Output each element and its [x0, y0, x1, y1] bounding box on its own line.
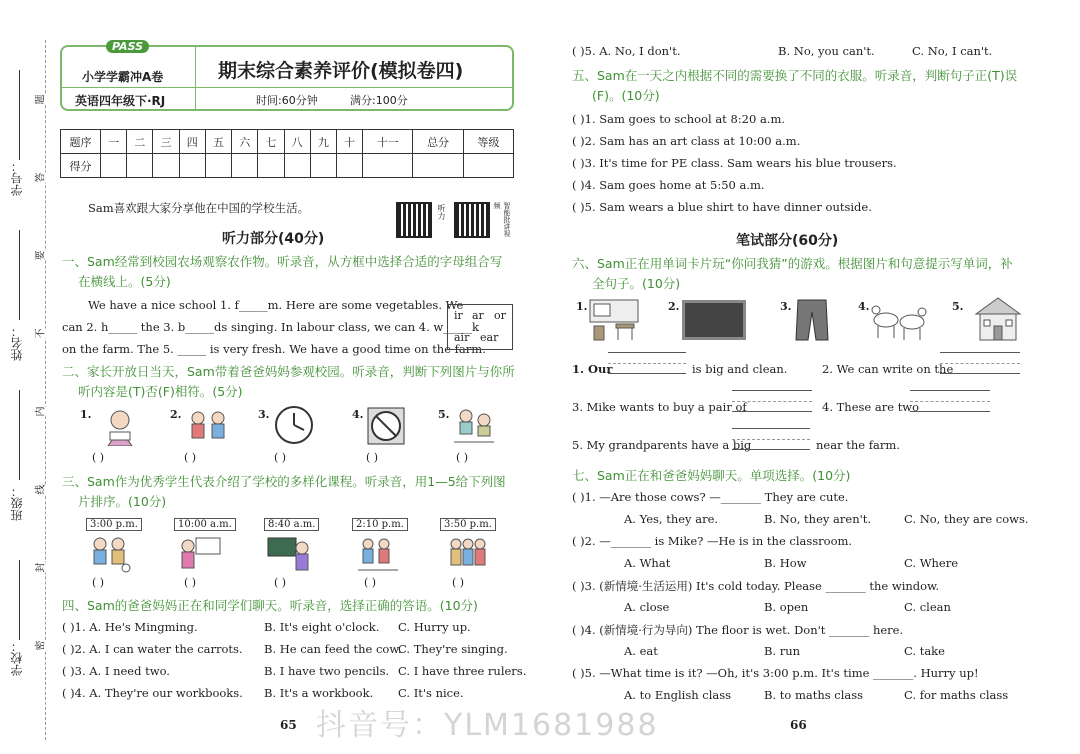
school-label: 学校： [10, 640, 24, 676]
s7-option-b-4[interactable]: B. run [764, 644, 801, 658]
s5-item-3: ( )3. It's time for PE class. Sam wears his blue trousers. [572, 156, 897, 170]
table-header-cell: 十一 [363, 130, 413, 154]
table-header-cell: 八 [284, 130, 310, 154]
letter-option: ar [472, 309, 484, 322]
score-cell[interactable] [127, 154, 153, 178]
score-cell[interactable] [258, 154, 284, 178]
s7-option-c-1[interactable]: C. No, they are cows. [904, 512, 1029, 526]
time-label: 8:40 a.m. [264, 518, 319, 531]
s2-num-1: 1. [80, 408, 92, 421]
margin-mark: 不 [32, 329, 47, 339]
s7-option-a-2[interactable]: A. What [624, 556, 671, 570]
margin-mark: 答 [32, 173, 47, 183]
s7-option-a-3[interactable]: A. close [624, 600, 670, 614]
section7-title: 七、Sam正在和爸爸妈妈聊天。单项选择。(10分) [572, 468, 851, 483]
s3-answer-4[interactable]: ( ) [364, 576, 377, 589]
section3-title-cont: 片排序。(10分) [78, 494, 167, 509]
classroom-picture [588, 298, 640, 338]
exam-full-score: 满分:100分 [350, 94, 408, 107]
score-cell[interactable] [363, 154, 413, 178]
s6-answer-5[interactable] [732, 428, 810, 450]
pass-badge: PASS [106, 40, 149, 53]
qr-label-video: 智能批讲视频 [493, 202, 511, 237]
table-header-cell: 七 [258, 130, 284, 154]
margin-mark: 题 [32, 95, 47, 105]
time-label: 10:00 a.m. [174, 518, 236, 531]
table-header-cell: 二 [127, 130, 153, 154]
section2-title: 二、家长开放日当天，Sam带着爸爸妈妈参观校园。听录音，判断下列图片与你所 [62, 364, 515, 379]
trousers-picture [790, 298, 834, 338]
section1-passage-line1: We have a nice school 1. f_____m. Here are some vegetables. We [88, 298, 464, 312]
margin-mark: 线 [32, 485, 47, 495]
table-header-cell: 六 [232, 130, 258, 154]
s5-item-1: ( )1. Sam goes to school at 8:20 a.m. [572, 112, 786, 126]
s6-num-1: 1. [576, 300, 588, 313]
class-label: 班级： [10, 485, 24, 521]
table-header-cell: 四 [179, 130, 205, 154]
name-line [19, 230, 20, 320]
letter-option: ear [480, 331, 499, 344]
s2-num-3: 3. [258, 408, 270, 421]
margin-mark: 要 [32, 251, 47, 261]
brand-label: 小学学霸冲A卷 [82, 70, 164, 84]
score-table [60, 129, 514, 178]
math-class-picture [178, 534, 222, 574]
table-header-cell: 五 [205, 130, 231, 154]
section2-title-cont: 听内容是(T)否(F)相符。(5分) [78, 384, 243, 399]
s7-question-4: ( )4. (新情境·行为导向) The floor is wet. Don't _______ here. [572, 623, 904, 637]
score-cell[interactable] [153, 154, 179, 178]
school-line [19, 560, 20, 640]
margin-mark: 封 [32, 563, 47, 573]
page-number-right: 66 [790, 718, 807, 732]
s6-num-2: 2. [668, 300, 680, 313]
name-label: 姓名： [10, 325, 24, 361]
table-header-cell: 一 [101, 130, 127, 154]
exam-time: 时间:60分钟 [256, 94, 318, 107]
exam-title: 期末综合素养评价(模拟卷四) [218, 60, 464, 82]
table-header-cell: 九 [310, 130, 336, 154]
section1-passage-line3: on the farm. The 5. _____ is very fresh. We have a good time on the farm. [62, 342, 486, 356]
section3-title: 三、Sam作为优秀学生代表介绍了学校的多样化课程。听录音，用1—5给下列图 [62, 474, 506, 489]
s5-item-5: ( )5. Sam wears a blue shirt to have dinner outside. [572, 200, 872, 214]
time-label: 2:10 p.m. [352, 518, 408, 531]
s6-num-3: 3. [780, 300, 792, 313]
s7-option-c-2[interactable]: C. Where [904, 556, 959, 570]
s6-answer-2[interactable] [940, 352, 1020, 374]
subject-label: 英语四年级下·RJ [75, 94, 166, 108]
s7-option-c-3[interactable]: C. clean [904, 600, 951, 614]
table-header-cell: 题序 [61, 130, 101, 154]
s6-q1-prefix: 1. Our [572, 362, 613, 376]
score-cell[interactable] [205, 154, 231, 178]
letter-option: ir [454, 309, 463, 322]
s6-q1-suffix: is big and clean. [692, 362, 788, 376]
s4-question-4: ( )4. A. They're our workbooks. [62, 686, 243, 700]
letter-option: air [454, 331, 470, 344]
s3-answer-5[interactable]: ( ) [452, 576, 465, 589]
section5-title-cont: (F)。(10分) [592, 88, 660, 103]
s7-option-b-1[interactable]: B. No, they aren't. [764, 512, 872, 526]
s6-q5-prefix: 5. My grandparents have a big [572, 438, 752, 452]
table-header-cell: 总分 [413, 130, 463, 154]
s4-option-b-1[interactable]: B. It's eight o'clock. [264, 620, 380, 634]
s4-option-b-5[interactable]: B. No, you can't. [778, 44, 875, 58]
s2-answer-2[interactable]: ( ) [184, 451, 197, 464]
score-cell[interactable] [284, 154, 310, 178]
s2-answer-4[interactable]: ( ) [366, 451, 379, 464]
header-hline [62, 87, 512, 88]
writing-section-title: 笔试部分(60分) [736, 233, 839, 249]
s4-question-5: ( )5. A. No, I don't. [572, 44, 681, 58]
letter-option: or [494, 309, 506, 322]
qr-code-video[interactable] [454, 202, 490, 238]
s4-option-c-5[interactable]: C. No, I can't. [912, 44, 993, 58]
no-entry-sign-picture [364, 406, 408, 446]
s2-answer-5[interactable]: ( ) [456, 451, 469, 464]
blackboard-picture [682, 300, 746, 340]
s6-q4-prefix: 4. These are two [822, 400, 920, 414]
section1-title: 一、Sam经常到校园农场观察农作物。听录音，从方框中选择合适的字母组合写 [62, 254, 503, 269]
score-cell[interactable] [413, 154, 463, 178]
section1-title-cont: 在横线上。(5分) [78, 274, 171, 289]
children-gardening-picture [452, 406, 496, 446]
class-line [19, 390, 20, 480]
table-header-cell: 三 [153, 130, 179, 154]
s6-num-4: 4. [858, 300, 870, 313]
s3-answer-1[interactable]: ( ) [92, 576, 105, 589]
section4-title: 四、Sam的爸爸妈妈正在和同学们聊天。听录音，选择正确的答语。(10分) [62, 598, 478, 613]
s4-question-1: ( )1. A. He's Mingming. [62, 620, 198, 634]
s6-num-5: 5. [952, 300, 964, 313]
section1-passage-line2: can 2. h_____ the 3. b_____ds singing. In labour class, we can 4. w_____k [62, 320, 479, 334]
margin-mark: 内 [32, 407, 47, 417]
s7-option-c-5[interactable]: C. for maths class [904, 688, 1009, 702]
s6-q5-suffix: near the farm. [816, 438, 900, 452]
score-cell[interactable] [463, 154, 513, 178]
s2-answer-3[interactable]: ( ) [274, 451, 287, 464]
s5-item-4: ( )4. Sam goes home at 5:50 a.m. [572, 178, 765, 192]
qr-label-listening: 听力 [437, 204, 446, 220]
s7-question-5: ( )5. —What time is it? —Oh, it's 3:00 p.m. It's time _______. Hurry up! [572, 666, 979, 680]
s3-answer-3[interactable]: ( ) [274, 576, 287, 589]
s7-question-3: ( )3. (新情境·生活运用) It's cold today. Please _______ the window. [572, 579, 940, 593]
s6-q3-prefix: 3. Mike wants to buy a pair of [572, 400, 747, 414]
table-header-cell: 十 [336, 130, 362, 154]
s6-answer-4[interactable] [910, 390, 990, 412]
outdoor-class-picture [356, 534, 400, 574]
binding-line [45, 40, 46, 740]
page-number-left: 65 [280, 718, 297, 732]
s7-question-1: ( )1. —Are those cows? —_______ They are cute. [572, 490, 849, 504]
house-picture [972, 296, 1024, 342]
s4-option-c-4[interactable]: C. It's nice. [398, 686, 464, 700]
time-label: 3:50 p.m. [440, 518, 496, 531]
s7-option-a-5[interactable]: A. to English class [624, 688, 732, 702]
score-cell[interactable] [336, 154, 362, 178]
s4-option-c-2[interactable]: C. They're singing. [398, 642, 508, 656]
section6-title-cont: 全句子。(10分) [592, 276, 681, 291]
section6-title: 六、Sam正在用单词卡片玩“你问我猜”的游戏。根据图片和句意提示写单词，补 [572, 256, 1013, 271]
student-id-label: 学号： [10, 160, 24, 196]
watermark: 抖音号：YLM1681988 [316, 708, 659, 743]
horses-picture [870, 298, 928, 338]
s7-option-b-2[interactable]: B. How [764, 556, 807, 570]
section5-title: 五、Sam在一天之内根据不同的需要换了不同的衣服。听录音，判断句子正(T)误 [572, 68, 1018, 83]
girl-reading-picture [98, 406, 142, 446]
score-cell[interactable] [232, 154, 258, 178]
listening-section-title: 听力部分(40分) [222, 231, 325, 247]
s4-option-c-1[interactable]: C. Hurry up. [398, 620, 471, 634]
time-label: 3:00 p.m. [86, 518, 142, 531]
teacher-blackboard-picture [266, 534, 310, 574]
student-id-line [19, 70, 20, 160]
sport-class-picture [88, 534, 132, 574]
s2-num-4: 4. [352, 408, 364, 421]
table-header-cell: 等级 [463, 130, 513, 154]
s2-num-5: 5. [438, 408, 450, 421]
s4-question-2: ( )2. A. I can water the carrots. [62, 642, 243, 656]
intro-text: Sam喜欢跟大家分享他在中国的学校生活。 [88, 201, 310, 215]
clock-picture [272, 404, 316, 444]
letter-box [447, 304, 513, 350]
header-divider [195, 47, 196, 109]
s3-answer-2[interactable]: ( ) [184, 576, 197, 589]
s6-answer-3[interactable] [732, 390, 812, 412]
s7-option-c-4[interactable]: C. take [904, 644, 945, 658]
s5-item-2: ( )2. Sam has an art class at 10:00 a.m. [572, 134, 801, 148]
score-cell[interactable] [179, 154, 205, 178]
children-lining-up-picture [446, 534, 490, 574]
s7-option-b-3[interactable]: B. open [764, 600, 809, 614]
s7-option-a-1[interactable]: A. Yes, they are. [624, 512, 719, 526]
score-row-label: 得分 [61, 154, 101, 178]
s6-answer-1[interactable] [608, 352, 686, 374]
s2-answer-1[interactable]: ( ) [92, 451, 105, 464]
s4-option-b-2[interactable]: B. He can feed the cow. [264, 642, 402, 656]
s4-option-c-3[interactable]: C. I have three rulers. [398, 664, 527, 678]
score-cell[interactable] [101, 154, 127, 178]
s2-num-2: 2. [170, 408, 182, 421]
s6-q2-prefix: 2. We can write on the [822, 362, 954, 376]
s7-option-a-4[interactable]: A. eat [624, 644, 658, 658]
s4-option-b-4[interactable]: B. It's a workbook. [264, 686, 374, 700]
s4-question-3: ( )3. A. I need two. [62, 664, 170, 678]
margin-mark: 密 [32, 641, 47, 651]
children-playing-picture [186, 406, 230, 446]
score-cell[interactable] [310, 154, 336, 178]
qr-code-listening[interactable] [396, 202, 432, 238]
s7-question-2: ( )2. —_______ is Mike? —He is in the classroom. [572, 534, 853, 548]
s7-option-b-5[interactable]: B. to maths class [764, 688, 864, 702]
s4-option-b-3[interactable]: B. I have two pencils. [264, 664, 390, 678]
